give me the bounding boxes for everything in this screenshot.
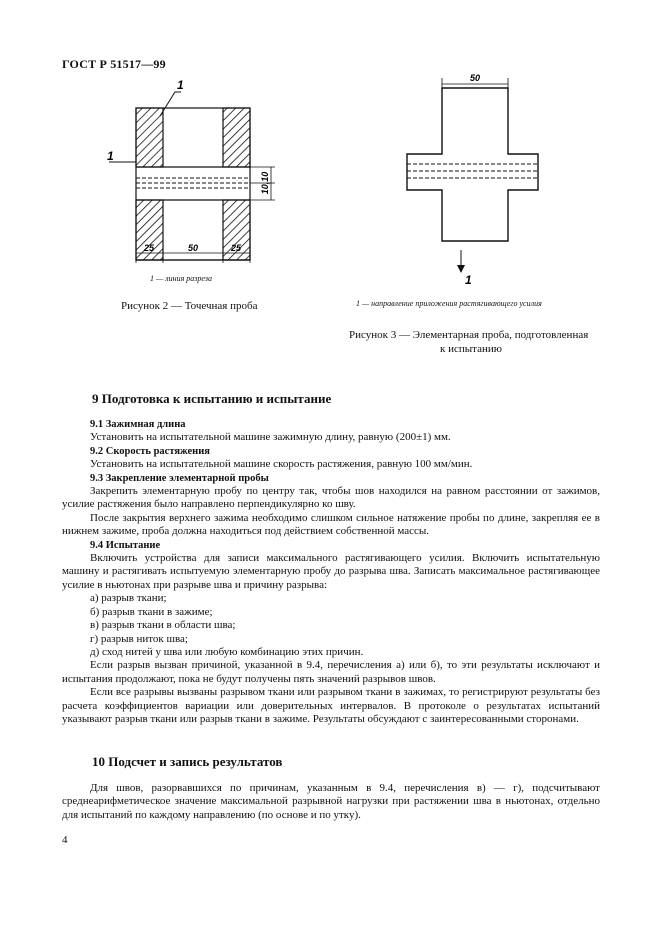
clamp-top-right xyxy=(223,108,250,167)
clamp-top-left xyxy=(136,108,163,167)
dim-top-label: 50 xyxy=(469,73,481,83)
list-item: д) сход нитей у шва или любую комбинацию этих причин. xyxy=(90,645,364,658)
marker-top: 1 xyxy=(177,78,184,92)
subsection-9-3-title: 9.3 Закрепление элементарной пробы xyxy=(90,472,269,484)
figure-2-note: 1 — линия разреза xyxy=(150,274,212,283)
figure-3-drawing xyxy=(395,70,555,290)
section-9-title: 9 Подготовка к испытанию и испытание xyxy=(92,391,332,406)
subsection-9-4-text-1: Включить устройства для записи максимального растягивающего усилия. Включить испытательную машину и растягивать испытуемую элементарную пробу до разрыва шва. Записать максимальное растягивающее усилие в ньютонах при разрыве шва и причину разрыва: xyxy=(62,552,600,591)
figure-2-drawing xyxy=(95,70,285,265)
specimen-outline xyxy=(407,88,538,241)
subsection-9-2-title: 9.2 Скорость растяжения xyxy=(90,445,210,457)
list-item: б) разрыв ткани в зажиме; xyxy=(90,605,213,618)
figure-3-caption-line2: к испытанию xyxy=(440,343,502,355)
page-number: 4 xyxy=(62,834,68,846)
document-header: ГОСТ Р 51517—99 xyxy=(62,57,166,71)
marker-left: 1 xyxy=(107,149,114,163)
dim-seam-label: 10,10 xyxy=(260,171,270,195)
subsection-9-3-text-2: После закрытия верхнего зажима необходимо слишком сильное натяжение пробы по длине, закрепляя ее в нижнем зажиме, проба должна находиться под действием собственной массы. xyxy=(62,511,600,538)
figure-3-note: 1 — направление приложения растягивающего усилия xyxy=(356,299,542,308)
subsection-9-1-title: 9.1 Зажимная длина xyxy=(90,419,186,430)
list-item: г) разрыв ниток шва; xyxy=(90,632,188,645)
subsection-9-4-text-3: Если все разрывы вызваны разрывом ткани или разрывом ткани в зажимах, то регистрируют результаты без расчета коэффициентов вариации или доверительных интервалов. В протоколе о результатах испытаний указывают разрыв ткани или разрыв ткани в зажиме. Результаты обсуждают с заинтересованными сторонами. xyxy=(62,686,600,725)
dim-left-label: 25 xyxy=(143,243,155,253)
figure-2-dimensions xyxy=(95,238,285,262)
marker-bottom: 1 xyxy=(465,273,472,287)
subsection-9-4-title: 9.4 Испытание xyxy=(90,539,161,551)
subsection-9-1-text: Установить на испытательной машине зажимную длину, равную (200±1) мм. xyxy=(90,431,451,444)
subsection-9-2-text: Установить на испытательной машине скорость растяжения, равную 100 мм/мин. xyxy=(90,458,473,471)
subsection-9-3-text-1: Закрепить элементарную пробу по центру так, чтобы шов находился на равном расстоянии от зажимов, усилие растяжения было направлено перпендикулярно ко шву. xyxy=(62,485,600,511)
section-10-text: Для швов, разорвавшихся по причинам, указанным в 9.4, перечисления в) — г), подсчитывают среднеарифметическое значение максимальной разрывной нагрузки при растяжении шва в ньютонах, отдельно для испытаний по каждому направлению (по основе и по утку). xyxy=(62,782,600,821)
figure-3-caption-line1: Рисунок 3 — Элементарная проба, подготовленная xyxy=(349,329,589,341)
dim-right-label: 25 xyxy=(230,243,242,253)
dim-mid-label: 50 xyxy=(187,243,199,253)
subsection-9-4-text-2: Если разрыв вызван причиной, указанной в 9.4, перечисления а) или б), то эти результаты исключают и испытания продолжают, пока не будут получены пять значений разрывов швов. xyxy=(62,659,600,685)
list-item: в) разрыв ткани в области шва; xyxy=(90,619,236,632)
section-10-title: 10 Подсчет и запись результатов xyxy=(92,754,283,769)
section-9-body xyxy=(62,418,600,726)
section-10-body xyxy=(62,782,600,822)
list-item: а) разрыв ткани; xyxy=(90,592,167,605)
figure-2-caption: Рисунок 2 — Точечная проба xyxy=(121,300,258,312)
